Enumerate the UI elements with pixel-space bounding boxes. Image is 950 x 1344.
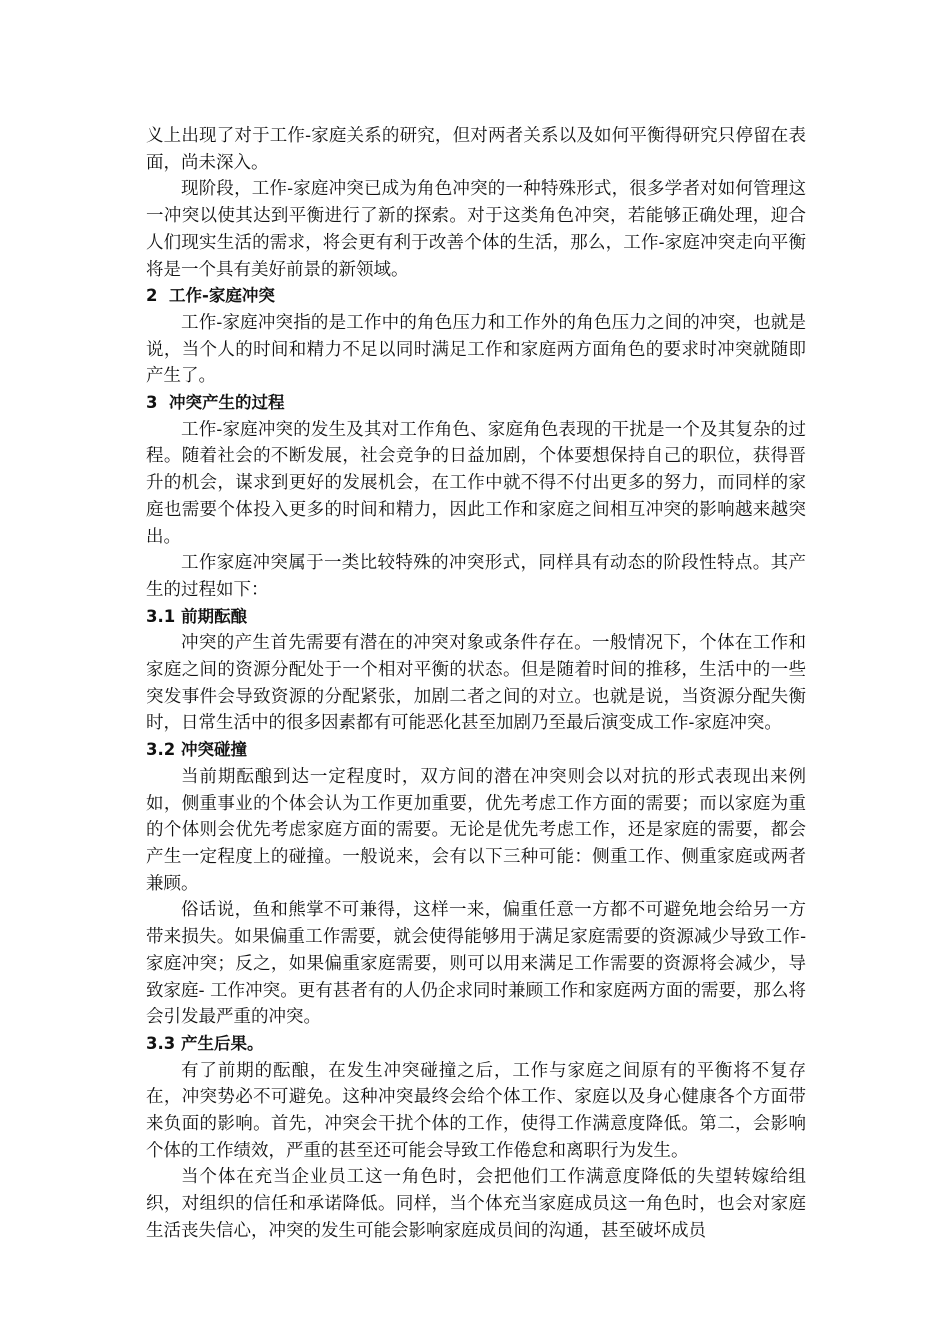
paragraph-employee-role: 当个体在充当企业员工这一角色时，会把他们工作满意度降低的失望转嫁给组织，对组织的信任和承诺降低。同样，当个体充当家庭成员这一角色时，也会对家庭生活丧失信心，冲突的发生可能会影响家庭成员间的沟通，甚至破坏成员 — [146, 1167, 806, 1241]
section-heading-2: 2 工作-家庭冲突 — [146, 286, 275, 306]
paragraph-proverb: 俗话说，鱼和熊掌不可兼得，这样一来，偏重任意一方都不可避免地会给另一方带来损失。如果偏重工作需要，就会使得能够用于满足家庭需要的资源减少导致工作- 家庭冲突；反之，如果偏重家庭需要，则可以用来满足工作需要的资源将会减少，导致家庭- 工作冲突。更有甚者有的人仍企求同时兼顾工作和家庭两方面的需要，那么将会引发最严重的冲突。 — [146, 900, 806, 1028]
paragraph-consequences: 有了前期的酝酿，在发生冲突碰撞之后，工作与家庭之间原有的平衡将不复存在，冲突势必不可避免。这种冲突最终会给个体工作、家庭以及身心健康各个方面带来负面的影响。首先，冲突会干扰个体的工作，使得工作满意度降低。第二，会影响个体的工作绩效，严重的甚至还可能会导致工作倦怠和离职行为发生。 — [146, 1060, 806, 1161]
paragraph-definition: 工作-家庭冲突指的是工作中的角色压力和工作外的角色压力之间的冲突，也就是说，当个人的时间和精力不足以同时满足工作和家庭两方面角色的要求时冲突就随即产生了。 — [146, 312, 806, 387]
paragraph-collision: 当前期酝酿到达一定程度时，双方间的潜在冲突则会以对抗的形式表现出来例如，侧重事业的个体会认为工作更加重要，优先考虑工作方面的需要；而以家庭为重的个体则会优先考虑家庭方面的需要。无论是优先考虑工作，还是家庭的需要，都会产生一定程度上的碰撞。一般说来，会有以下三种可能：侧重工作、侧重家庭或两者兼顾。 — [146, 766, 806, 894]
section-heading-3-2: 3.2 冲突碰撞 — [146, 740, 247, 760]
paragraph-incubation: 冲突的产生首先需要有潜在的冲突对象或条件存在。一般情况下，个体在工作和家庭之间的资源分配处于一个相对平衡的状态。但是随着时间的推移，生活中的一些突发事件会导致资源的分配紧张，加剧二者之间的对立。也就是说，当资源分配失衡时，日常生活中的很多因素都有可能恶化甚至加剧乃至最后演变成工作-家庭冲突。 — [146, 633, 806, 734]
section-heading-3: 3 冲突产生的过程 — [146, 393, 285, 413]
paragraph-process-intro: 工作-家庭冲突的发生及其对工作角色、家庭角色表现的干扰是一个及其复杂的过程。随着社会的不断发展，社会竞争的日益加剧，个体要想保持自己的职位，获得晋升的机会，谋求到更好的发展机会，在工作中就不得不付出更多的努力，而同样的家庭也需要个体投入更多的时间和精力，因此工作和家庭之间相互冲突的影响越来越突出。 — [146, 419, 806, 547]
section-heading-3-1: 3.1 前期酝酿 — [146, 606, 247, 626]
section-heading-3-3: 3.3 产生后果。 — [146, 1033, 264, 1053]
paragraph-present-stage: 现阶段，工作-家庭冲突已成为角色冲突的一种特殊形式，很多学者对如何管理这一冲突以使其达到平衡进行了新的探索。对于这类角色冲突，若能够正确处理，迎合人们现实生活的需求，将会更有利于改善个体的生活，那么，工作-家庭冲突走向平衡将是一个具有美好前景的新领域。 — [146, 179, 806, 280]
paragraph-process-stages: 工作家庭冲突属于一类比较特殊的冲突形式，同样具有动态的阶段性特点。其产生的过程如下： — [146, 553, 806, 600]
continuation-paragraph: 义上出现了对于工作-家庭关系的研究，但对两者关系以及如何平衡得研究只停留在表面，尚未深入。 — [146, 126, 806, 173]
document-page — [146, 123, 806, 1245]
